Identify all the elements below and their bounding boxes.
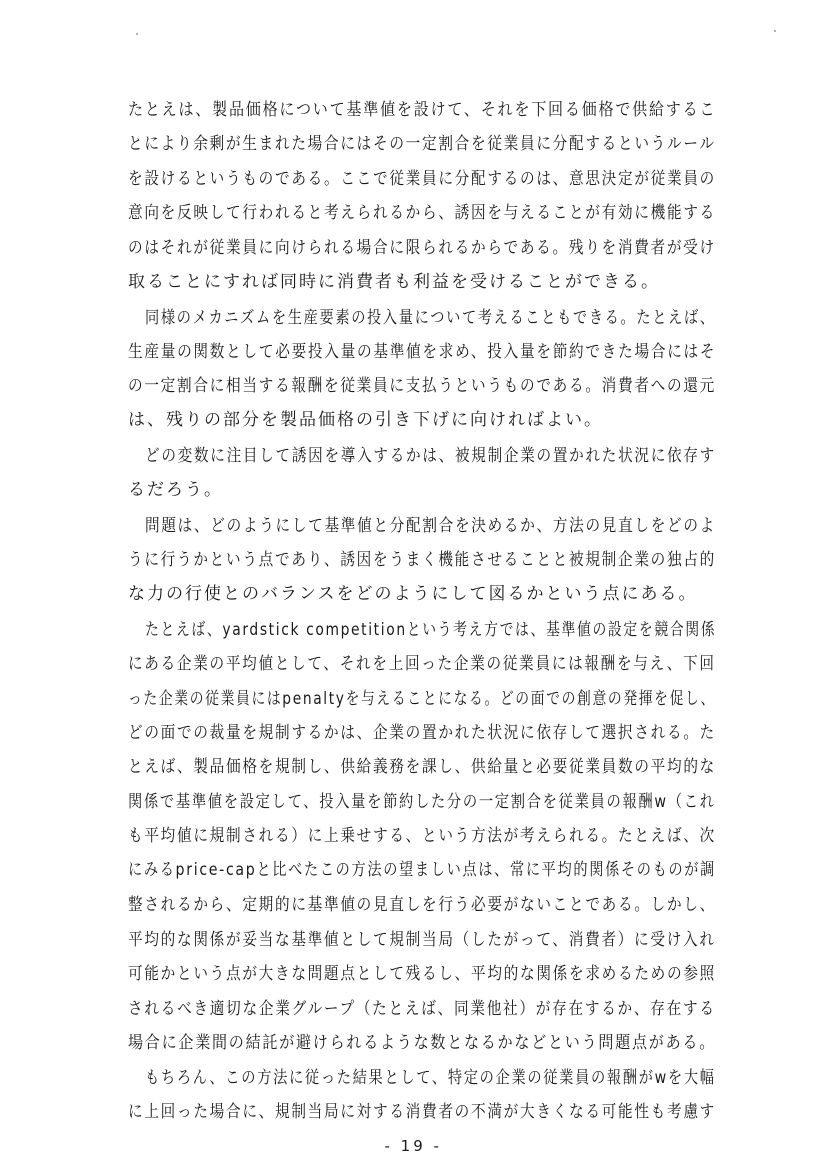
page-number: - 19 - (384, 1137, 442, 1155)
text-line: を設けるというものである。ここで従業員に分配するのは、意思決定が従業員の (128, 169, 716, 189)
text-line: とにより余剰が生まれた場合にはその一定割合を従業員に分配するというルール (128, 134, 716, 154)
text-line: どの変数に注目して誘因を導入するかは、被規制企業の置かれた状況に依存す (145, 446, 716, 466)
text-line: 問題は、どのようにして基準値と分配割合を決めるか、方法の見直しをどのよ (145, 516, 716, 536)
text-line: も平均値に規制される）に上乗せする、という方法が考えられる。たとえば、次 (128, 826, 716, 846)
text-line: にある企業の平均値として、それを上回った企業の従業員には報酬を与え、下回 (128, 654, 716, 674)
text-line: たとえは、製品価格について基準値を設けて、それを下回る価格で供給するこ (128, 100, 717, 120)
text-line: 意向を反映して行われると考えられるから、誘因を与えることが有効に機能する (128, 203, 716, 223)
text-line: のはそれが従業員に向けられる場合に限られるからである。残りを消費者が受け (128, 238, 716, 258)
text-line: な力の行使とのバランスをどのようにして図るかという点にある。 (128, 584, 698, 604)
text-line: うに行うかという点であり、誘因をうまく機能させることと被規制企業の独占的 (128, 550, 716, 570)
text-line: されるべき適切な企業グループ（たとえば、同業他社）が存在するか、存在する (128, 999, 716, 1019)
text-line: 関係で基準値を設定して、投入量を節約した分の一定割合を従業員の報酬w（これ (128, 792, 716, 812)
text-line: 可能かという点が大きな問題点として残るし、平均的な関係を求めるための参照 (128, 964, 716, 984)
scan-speck (136, 33, 138, 35)
text-line: 同様のメカニズムを生産要素の投入量について考えることもできる。たとえば、 (145, 308, 716, 328)
text-line: るだろう。 (128, 480, 223, 500)
text-line: たとえば、yardstick competitionという考え方では、基準値の設定を競合関係 (145, 620, 717, 640)
text-line: にみるprice-capと比べたこの方法の望ましい点は、常に平均的関係そのものが調 (128, 860, 716, 880)
text-line: 整されるから、定期的に基準値の見直しを行う必要がないことである。しかし、 (128, 895, 716, 915)
text-line: 場合に企業間の結託が避けられるような数となるかなどという問題点がある。 (128, 1033, 716, 1053)
text-line: に上回った場合に、規制当局に対する消費者の不満が大きくなる可能性も考慮す (128, 1102, 716, 1122)
text-line: 取ることにすれば同時に消費者も利益を受けることができる。 (128, 272, 660, 292)
text-line: の一定割合に相当する報酬を従業員に支払うというものである。消費者への還元 (128, 376, 716, 396)
text-line: は、残りの部分を製品価格の引き下げに向ければよい。 (128, 410, 603, 430)
text-line: とえば、製品価格を規制し、供給義務を課し、供給量と必要従業員数の平均的な (128, 757, 716, 777)
text-line: どの面での裁量を規制するかは、企業の置かれた状況に依存して選択される。た (128, 723, 716, 743)
text-line: もちろん、この方法に従った結果として、特定の企業の従業員の報酬がwを大幅 (145, 1068, 716, 1088)
scan-speck (774, 30, 776, 32)
text-line: 平均的な関係が妥当な基準値として規制当局（したがって、消費者）に受け入れ (128, 930, 716, 950)
text-line: った企業の従業員にはpenaltyを与えることになる。どの面での創意の発揮を促し、 (128, 689, 716, 709)
text-line: 生産量の関数として必要投入量の基準値を求め、投入量を節約できた場合にはそ (128, 342, 717, 362)
